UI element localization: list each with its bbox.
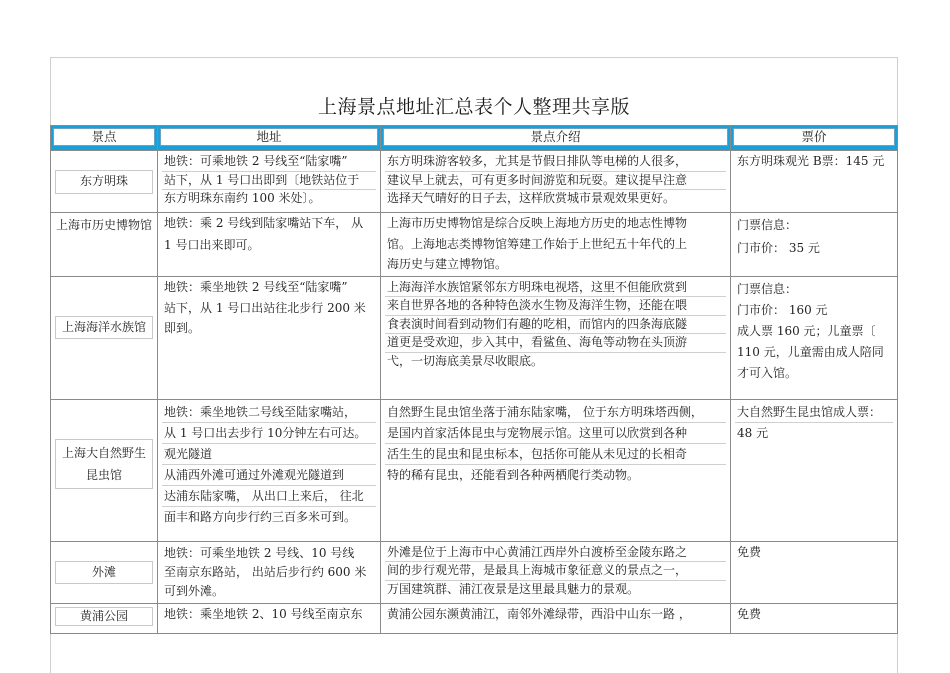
price-line: 门票信息： — [737, 281, 798, 296]
intro-line: 万国建筑群、浦江夜景是这里最具魅力的景观。 — [387, 581, 640, 596]
price-line: 门市价： 35 元 — [737, 240, 820, 255]
table-row — [51, 151, 898, 213]
address-line: 地铁：乘坐地铁 2、10 号线至南京东 — [164, 606, 363, 621]
address-line: 地铁：可乘坐地铁 2 号线、10 号线 — [164, 545, 355, 560]
intro-line: 上海海洋水族馆紧邻东方明珠电视塔，这里不但能欣赏到 — [385, 279, 726, 298]
price-line: 48 元 — [737, 425, 769, 440]
address-line: 地铁：乘坐地铁二号线至陆家嘴站， — [162, 402, 376, 423]
spot-name: 外滩 — [55, 561, 153, 585]
document-page — [50, 57, 898, 673]
address-line: 东方明珠东南约 100 米处〕。 — [164, 191, 321, 205]
price-line: 110 元，儿童需由成人陪同 — [737, 344, 884, 359]
address-line: 达浦东陆家嘴， 从出口上来后， 往北 — [162, 486, 376, 507]
intro-line: 活生生的昆虫和昆虫标本，包括你可能从未见过的长相奇 — [385, 444, 726, 465]
intro-line: 外滩是位于上海市中心黄浦江西岸外白渡桥至金陵东路之 — [385, 544, 726, 563]
address-line: 地铁：乘 2 号线到陆家嘴站下车， 从 — [164, 216, 364, 230]
spot-name: 上海市历史博物馆 — [55, 218, 152, 232]
address-line: 可到外滩。 — [164, 583, 225, 598]
price-line: 门市价： 160 元 — [737, 302, 828, 317]
address-line: 从 1 号口出去步行 10分钟左右可达。 — [162, 423, 376, 444]
address-line: 1 号口出来即可。 — [164, 237, 260, 252]
address-line: 地铁：可乘地铁 2 号线至“陆家嘴” — [162, 153, 376, 172]
address-line: 站下，从 1 号口出站往北步行 200 米 — [164, 301, 366, 315]
intro-line: 馆。上海地志类博物馆筹建工作始于上世纪五十年代的上 — [387, 236, 688, 251]
intro-line: 道更是受欢迎，步入其中，看鲨鱼、海龟等动物在头顶游 — [385, 334, 726, 353]
address-line: 从浦西外滩可通过外滩观光隧道到 — [162, 465, 376, 486]
spot-name: 上海海洋水族馆 — [55, 316, 153, 340]
intro-line: 是国内首家活体昆虫与宠物展示馆。这里可以欣赏到各种 — [385, 423, 726, 444]
intro-line: 上海市历史博物馆是综合反映上海地方历史的地志性博物 — [387, 216, 688, 230]
address-line: 地铁：乘坐地铁 2 号线至“陆家嘴” — [164, 279, 348, 294]
table-row — [51, 541, 898, 603]
table-row — [51, 213, 898, 277]
intro-line: 食表演时间看到动物们有趣的吃相，而馆内的四条海底隧 — [385, 316, 726, 335]
table-row — [51, 399, 898, 541]
intro-line: 间的步行观光带，是最具上海城市象征意义的景点之一， — [385, 562, 726, 581]
intro-line: 东方明珠游客较多，尤其是节假日排队等电梯的人很多， — [385, 153, 726, 172]
address-line: 即到。 — [164, 320, 201, 335]
address-line: 面丰和路方向步行约三百多米可到。 — [164, 509, 357, 524]
page-title: 上海景点地址汇总表个人整理共享版 — [317, 96, 630, 118]
price-line: 东方明珠观光 B票：145 元 — [737, 154, 885, 168]
intro-line: 黄浦公园东濒黄浦江，南邻外滩绿带，西沿中山东一路 ， — [387, 606, 691, 621]
intro-line: 弋，一切海底美景尽收眼底。 — [387, 353, 544, 368]
header-price: 票价 — [733, 128, 895, 146]
header-address: 地址 — [160, 128, 378, 146]
table-header-row — [51, 126, 898, 151]
intro-line: 选择天气晴好的日子去，这样欣赏城市景观效果更好。 — [387, 191, 676, 205]
spot-name: 上海大自然野生昆虫馆 — [55, 439, 153, 489]
attractions-table — [50, 125, 898, 634]
spot-name: 黄浦公园 — [55, 607, 153, 627]
price-line: 成人票 160 元；儿童票〔 — [737, 323, 876, 338]
price-line: 才可入馆。 — [737, 365, 798, 380]
table-row — [51, 276, 898, 399]
spot-name: 东方明珠 — [55, 170, 153, 194]
address-line: 观光隧道 — [162, 444, 376, 465]
address-line: 至南京东路站， 出站后步行约 600 米 — [164, 564, 367, 579]
price-line: 免费 — [737, 544, 762, 559]
intro-line: 海历史与建立博物馆。 — [387, 257, 508, 271]
header-spot: 景点 — [53, 128, 155, 146]
intro-line: 建议早上就去，可有更多时间游览和玩耍。建议提早注意 — [385, 172, 726, 191]
price-line: 门票信息： — [737, 218, 798, 232]
table-row — [51, 603, 898, 633]
header-intro: 景点介绍 — [383, 128, 728, 146]
intro-line: 来自世界各地的各种特色淡水生物及海洋生物，还能在喂 — [385, 297, 726, 316]
address-line: 站下，从 1 号口出即到〔地铁站位于 — [162, 172, 376, 191]
price-line: 免费 — [737, 606, 762, 621]
intro-line: 自然野生昆虫馆坐落于浦东陆家嘴， 位于东方明珠塔西侧， — [385, 402, 726, 423]
intro-line: 特的稀有昆虫，还能看到各种两栖爬行类动物。 — [387, 467, 640, 482]
price-line: 大自然野生昆虫馆成人票： — [735, 402, 893, 423]
